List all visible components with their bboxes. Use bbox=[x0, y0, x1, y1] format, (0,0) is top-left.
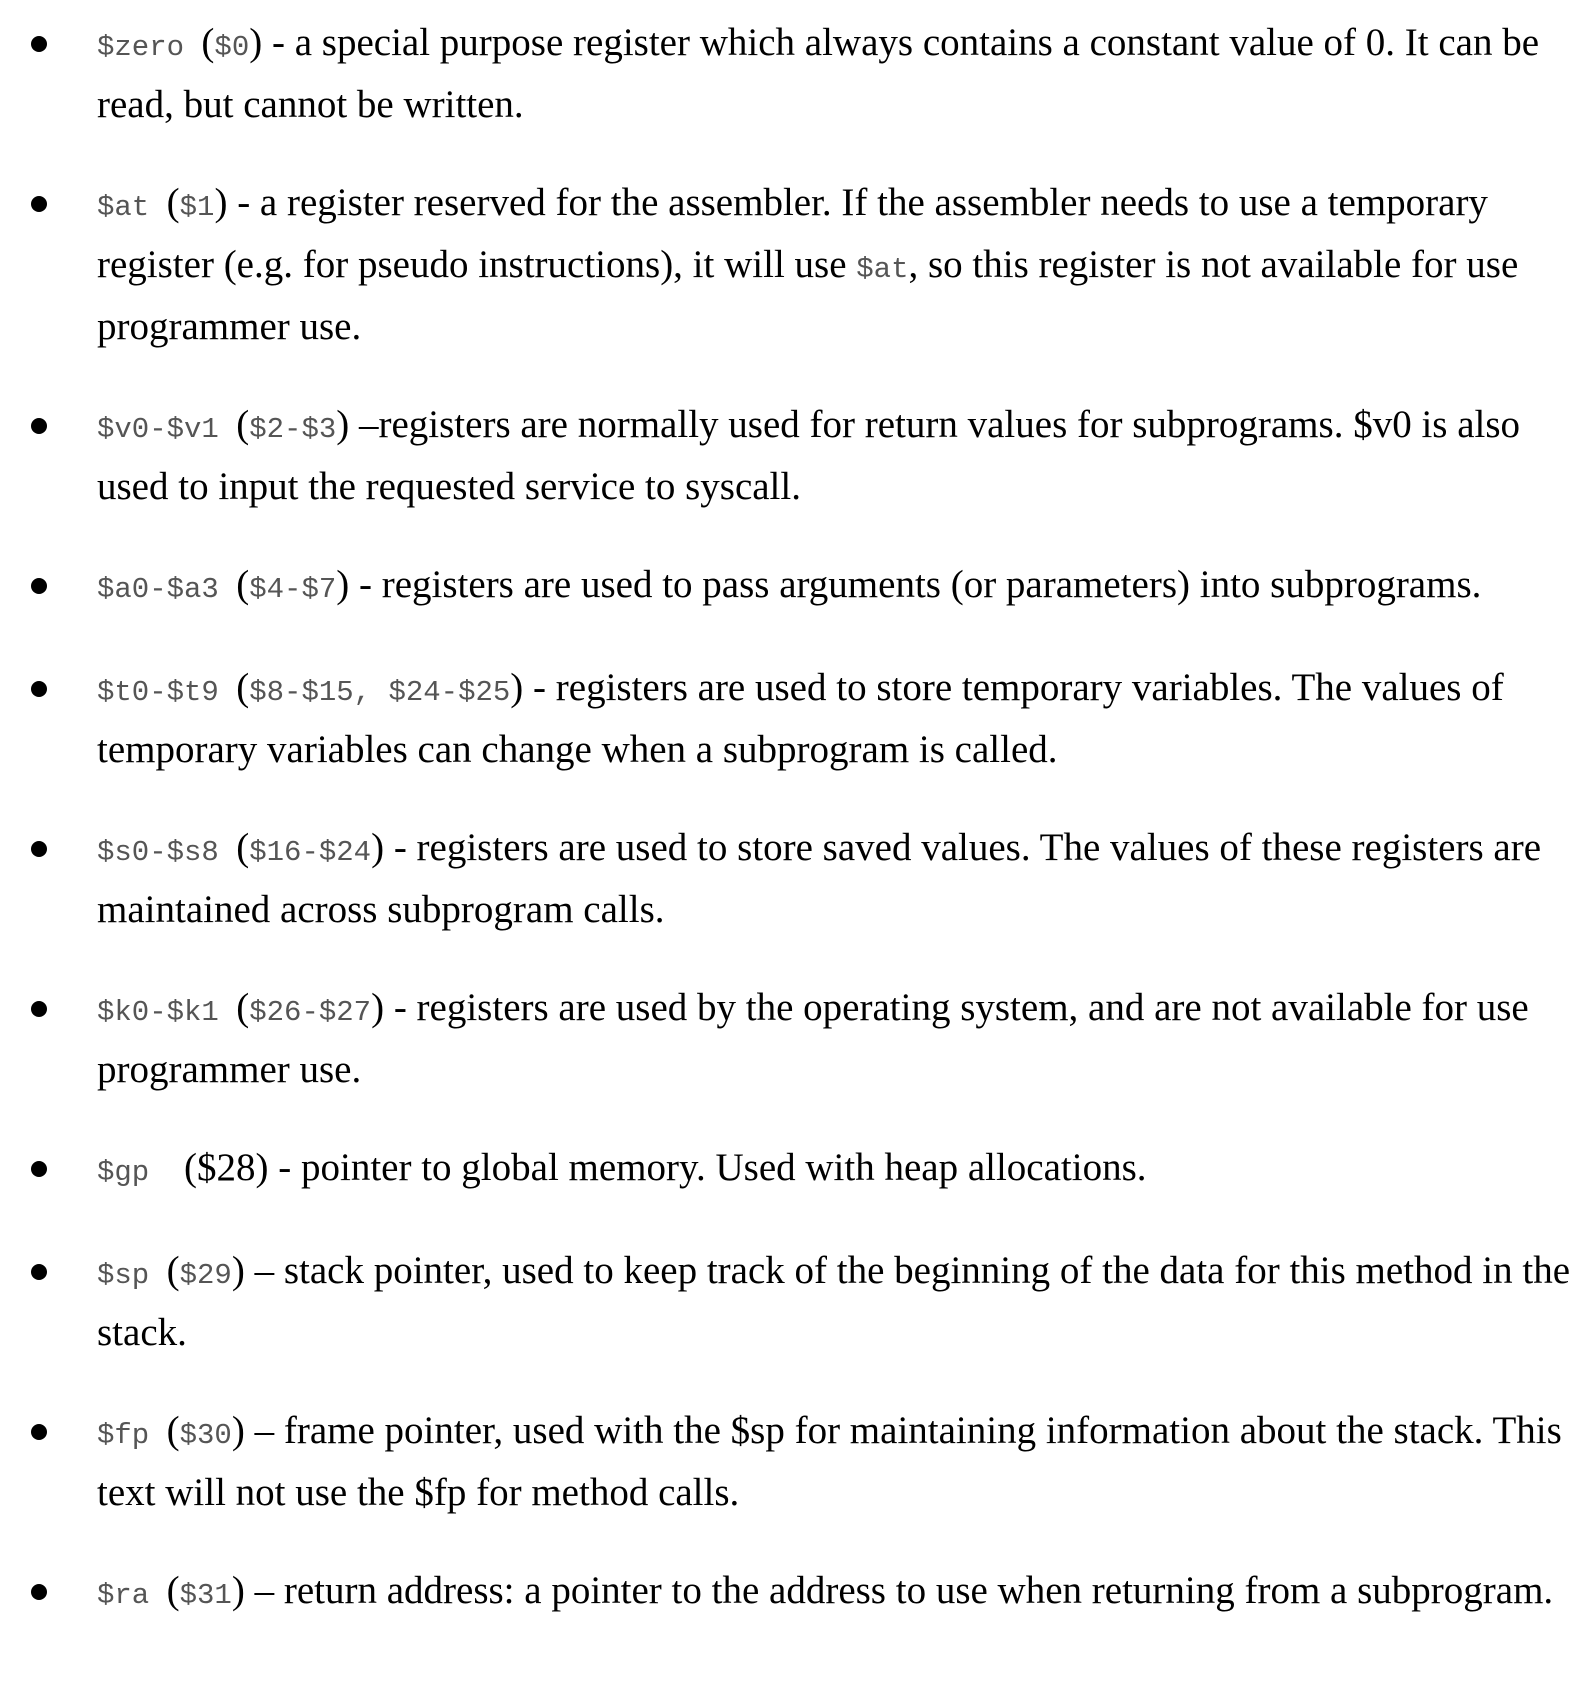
register-description: – stack pointer, used to keep track of the beginning of the data for this method in the stack. bbox=[97, 1249, 1571, 1354]
register-name: $zero bbox=[97, 31, 185, 64]
register-description: –registers are normally used for return values for subprograms. $v0 is also used to input the requested service to syscall. bbox=[97, 403, 1521, 508]
register-number-close: ) bbox=[336, 563, 350, 606]
register-number-open: ( bbox=[166, 181, 180, 224]
register-description-cont: , so this register is not available for use programmer use. bbox=[97, 243, 1519, 348]
list-item-v bbox=[0, 396, 1596, 515]
register-number: $1 bbox=[179, 191, 215, 224]
register-number: $4-$7 bbox=[249, 573, 337, 606]
register-description: – frame pointer, used with the $sp for maintaining information about the stack. This text will not use the $fp for method calls. bbox=[97, 1409, 1562, 1514]
register-number-close: ) bbox=[371, 826, 385, 869]
bullet-icon bbox=[31, 681, 47, 697]
register-number-open: ( bbox=[236, 403, 250, 446]
register-number-close: ) bbox=[249, 21, 263, 64]
register-number: $29 bbox=[179, 1259, 232, 1292]
register-name: $v0-$v1 bbox=[97, 413, 219, 446]
register-number-close: ) bbox=[336, 403, 350, 446]
list-item-fp bbox=[0, 1402, 1596, 1521]
register-description: - registers are used by the operating system, and are not available for use programmer use. bbox=[97, 986, 1529, 1091]
bullet-icon bbox=[31, 36, 47, 52]
bullet-icon bbox=[31, 196, 47, 212]
register-description: - a register reserved for the assembler. If the assembler needs to use a temporary register (e.g. for pseudo instructions), it will use bbox=[97, 181, 1488, 286]
bullet-icon bbox=[31, 1424, 47, 1440]
register-name: $fp bbox=[97, 1419, 150, 1452]
bullet-icon bbox=[31, 578, 47, 594]
register-number-close: ) bbox=[231, 1569, 245, 1612]
register-number-close: ) bbox=[510, 666, 524, 709]
register-number-close: ) bbox=[231, 1409, 245, 1452]
register-name: $sp bbox=[97, 1259, 150, 1292]
list-item-t bbox=[0, 659, 1596, 778]
register-name: $gp bbox=[97, 1156, 150, 1189]
register-number-open: ( bbox=[166, 1569, 180, 1612]
inline-code: $at bbox=[856, 253, 909, 286]
list-item-s bbox=[0, 819, 1596, 938]
list-item-k bbox=[0, 979, 1596, 1098]
register-description: - registers are used to store saved values. The values of these registers are maintained across subprogram calls. bbox=[97, 826, 1541, 931]
register-number-open: ( bbox=[236, 986, 250, 1029]
register-number: $26-$27 bbox=[249, 996, 372, 1029]
register-number: $31 bbox=[179, 1579, 232, 1612]
register-description: - pointer to global memory. Used with heap allocations. bbox=[268, 1146, 1147, 1189]
bullet-icon bbox=[31, 1264, 47, 1280]
register-number-open: ( bbox=[236, 826, 250, 869]
register-name: $t0-$t9 bbox=[97, 676, 219, 709]
register-number-open: ( bbox=[166, 1249, 180, 1292]
register-number-open: ( bbox=[236, 563, 250, 606]
bullet-icon bbox=[31, 418, 47, 434]
register-number: $0 bbox=[214, 31, 250, 64]
register-number: $8-$15, $24-$25 bbox=[249, 676, 511, 709]
list-item-a bbox=[0, 556, 1596, 618]
bullet-icon bbox=[31, 1001, 47, 1017]
register-number-close: ) bbox=[231, 1249, 245, 1292]
register-number-close: ) bbox=[371, 986, 385, 1029]
register-description: - a special purpose register which always contains a constant value of 0. It can be read, but cannot be written. bbox=[97, 21, 1540, 126]
register-number: $16-$24 bbox=[249, 836, 372, 869]
register-number: ($28) bbox=[184, 1146, 269, 1189]
register-name: $ra bbox=[97, 1579, 150, 1612]
register-name: $s0-$s8 bbox=[97, 836, 219, 869]
list-item-sp bbox=[0, 1242, 1596, 1361]
register-description: - registers are used to pass arguments (or parameters) into subprograms. bbox=[349, 563, 1482, 606]
bullet-icon bbox=[31, 1584, 47, 1600]
register-description: - registers are used to store temporary variables. The values of temporary variables can change when a subprogram is called. bbox=[97, 666, 1504, 771]
register-description: – return address: a pointer to the address to use when returning from a subprogram. bbox=[244, 1569, 1554, 1612]
list-item-zero bbox=[0, 14, 1596, 133]
register-number-open: ( bbox=[166, 1409, 180, 1452]
register-number-open: ( bbox=[236, 666, 250, 709]
register-number: $30 bbox=[179, 1419, 232, 1452]
register-number-close: ) bbox=[214, 181, 228, 224]
register-number-open: ( bbox=[201, 21, 215, 64]
bullet-icon bbox=[31, 841, 47, 857]
register-number: $2-$3 bbox=[249, 413, 337, 446]
bullet-icon bbox=[31, 1161, 47, 1177]
list-item-at bbox=[0, 174, 1596, 355]
register-name: $a0-$a3 bbox=[97, 573, 219, 606]
register-name: $at bbox=[97, 191, 150, 224]
register-name: $k0-$k1 bbox=[97, 996, 219, 1029]
register-list bbox=[0, 14, 1596, 1665]
list-item-ra bbox=[0, 1562, 1596, 1624]
list-item-gp bbox=[0, 1139, 1596, 1201]
